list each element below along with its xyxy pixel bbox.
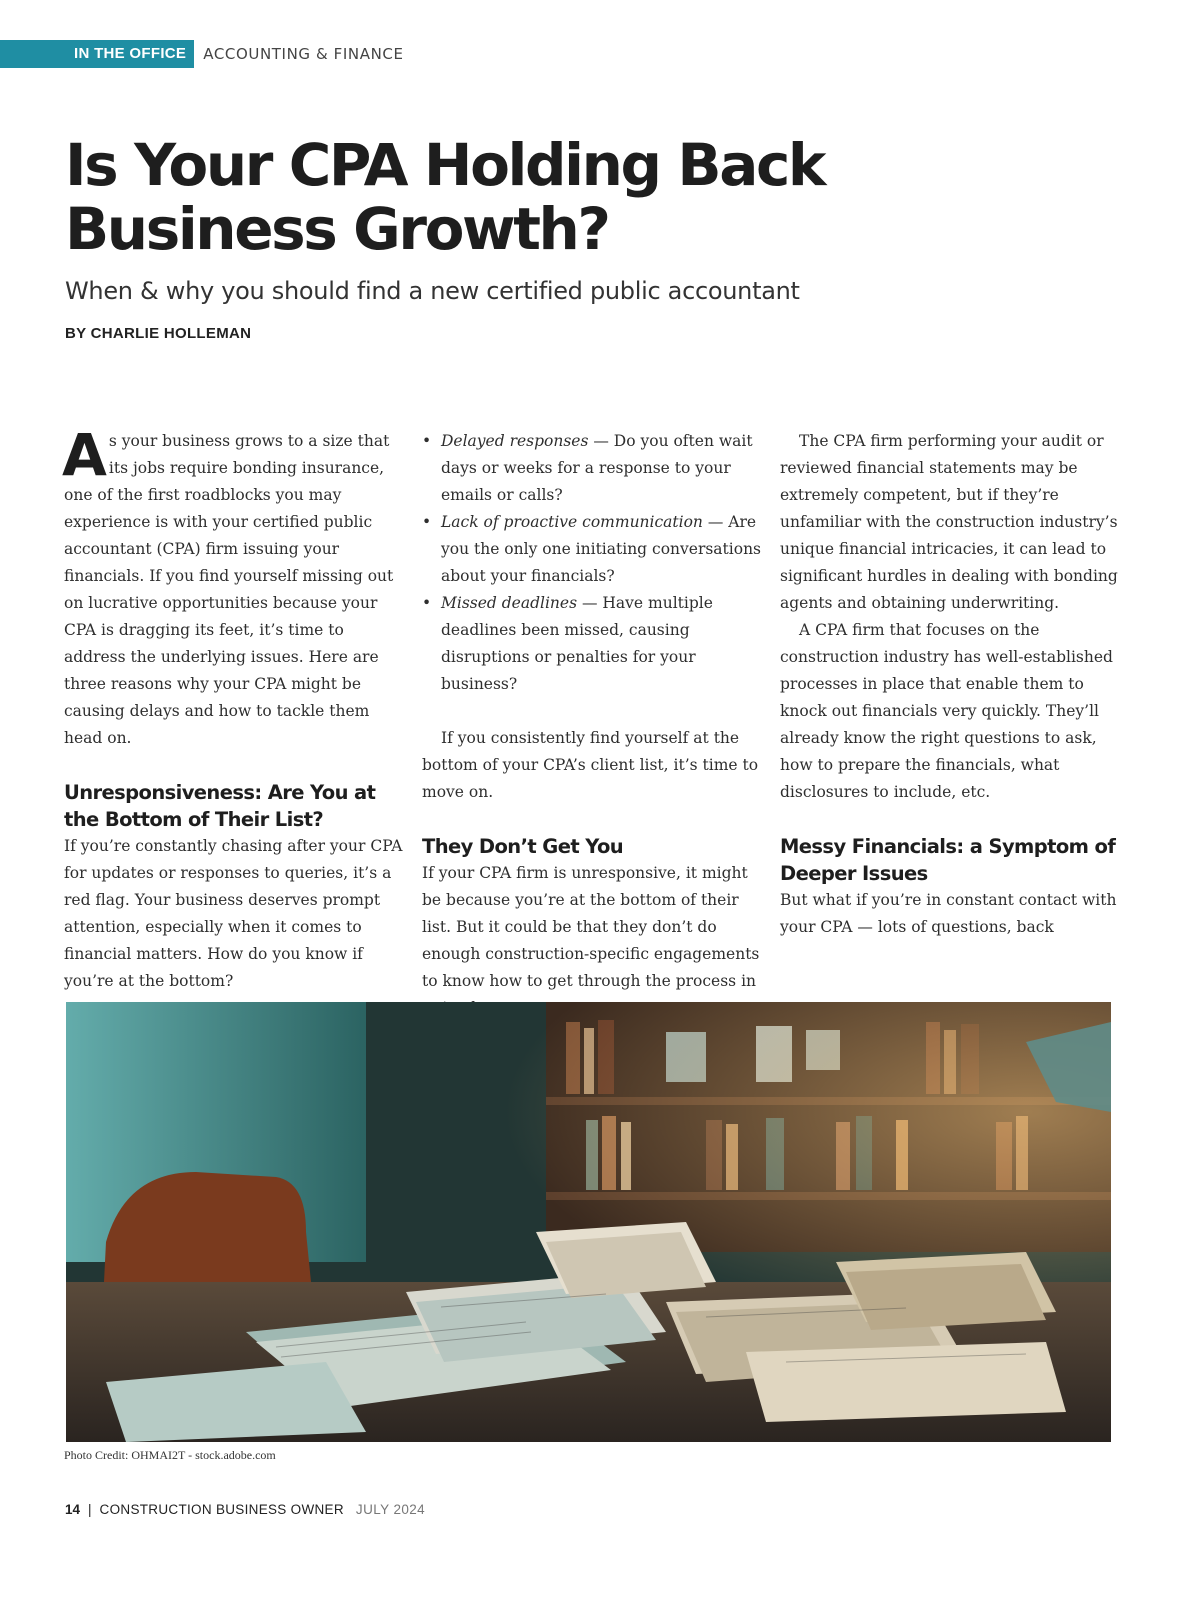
publication-name: CONSTRUCTION BUSINESS OWNER [99, 1502, 344, 1517]
bullet-item [422, 590, 762, 698]
bullet-item [422, 509, 762, 590]
bullet-item [422, 428, 762, 509]
paragraph: If you’re constantly chasing after your CPA for updates or responses to queries, it’s a red flag. Your business deserves prompt attention, especially when it comes to financial matters. How do you know if you’re at the bottom? [64, 837, 403, 990]
intro-text: s your business grows to a size that its jobs require bonding insurance, one of the first roadblocks you may experience is with your certified public accountant (CPA) firm issuing your financials. If you find yourself missing out on lucrative opportunities because your CPA is dragging its feet, it’s time to address the underlying issues. Here are three reasons why your CPA might be causing delays and how to tackle them head on. [64, 432, 394, 747]
paragraph: But what if you’re in constant contact with your CPA — lots of questions, back [780, 891, 1117, 936]
column-1 [62, 421, 404, 995]
article-dek: When & why you should find a new certified public accountant [65, 277, 800, 305]
page-footer [65, 1502, 425, 1517]
footer-separator: | [88, 1502, 92, 1517]
photo-credit: Photo Credit: OHMAI2T - stock.adobe.com [64, 1448, 276, 1462]
byline: BY CHARLIE HOLLEMAN [65, 325, 252, 342]
paragraph: If you consistently find yourself at the bottom of your CPA’s client list, it’s time to move on. [422, 729, 759, 801]
paragraph: The CPA firm performing your audit or reviewed financial statements may be extremely competent, but if they’re unfamiliar with the construction industry’s unique financial intricacies, it can lead to significant hurdles in dealing with bonding agents and obtaining underwriting. [780, 432, 1118, 612]
paragraph: A CPA firm that focuses on the construction industry has well-established processes in place that enable them to knock out financials very quickly. They’ll already know the right questions to ask, how to prepare the financials, what disclosures to include, etc. [780, 621, 1113, 801]
subhead-unresponsiveness: Unresponsiveness: Are You at the Bottom of Their List? [64, 781, 376, 831]
bullet-list [422, 428, 762, 698]
page-number: 14 [65, 1502, 81, 1517]
article-photo [66, 1002, 1111, 1442]
category-label: ACCOUNTING & FINANCE [203, 45, 404, 63]
article-title-line1: Is Your CPA Holding Back [65, 131, 825, 199]
bullet-text: — Have multiple deadlines been missed, causing disruptions or penalties for your business? [441, 594, 713, 693]
bullet-text: — Are you the only one initiating conversations about your financials? [441, 513, 762, 585]
desk-paperwork-illustration [66, 1002, 1111, 1442]
bullet-term: Delayed responses [441, 432, 589, 450]
bullet-term: Lack of proactive communication [441, 513, 703, 531]
bullet-term: Missed deadlines [441, 594, 578, 612]
subhead-dont-get-you: They Don’t Get You [422, 835, 624, 858]
intro-paragraph [62, 421, 404, 752]
column-2 [422, 428, 762, 1022]
subhead-messy-financials: Messy Financials: a Symptom of Deeper Issues [780, 835, 1116, 885]
article-title [65, 133, 965, 261]
issue-date: JULY 2024 [355, 1502, 426, 1517]
bullet-text: — Do you often wait days or weeks for a response to your emails or calls? [441, 432, 753, 504]
column-3 [780, 428, 1120, 941]
section-label: IN THE OFFICE [0, 40, 194, 68]
drop-cap: A [62, 421, 107, 489]
article-title-line2: Business Growth? [65, 195, 609, 263]
section-tag [0, 40, 404, 68]
paragraph: If your CPA firm is unresponsive, it might be because you’re at the bottom of their list. But it could be that they don’t do enough construction-specific engagements to know how to get through the process in [422, 864, 760, 990]
